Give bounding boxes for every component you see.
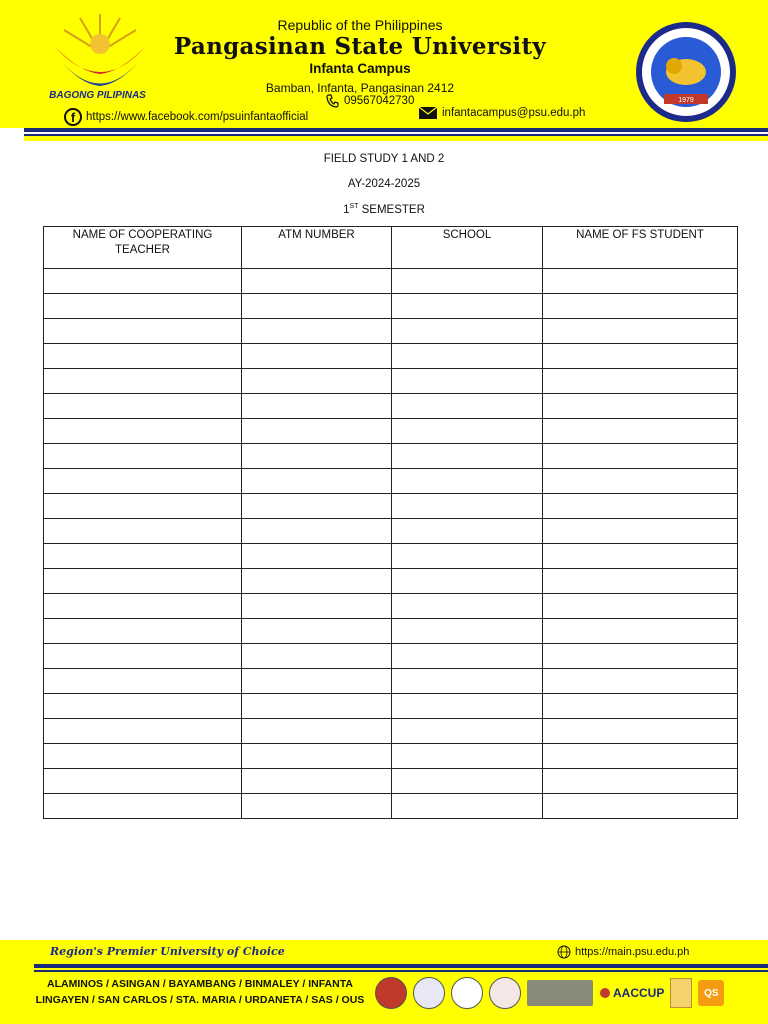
table-row [44,544,738,569]
semester-label: 1ST SEMESTER [343,203,425,216]
column-header: ATM NUMBER [242,227,392,269]
table-cell[interactable] [543,344,738,369]
table-cell[interactable] [543,419,738,444]
table-cell[interactable] [242,669,392,694]
table-row [44,344,738,369]
table-cell[interactable] [44,494,242,519]
table-header-row [44,227,738,269]
table-cell[interactable] [392,619,543,644]
table-body [44,269,738,819]
table-cell[interactable] [44,269,242,294]
ched-seal-logo [413,977,445,1009]
header-rule [24,128,768,132]
psu-seal-logo [626,20,746,125]
facebook-url[interactable]: https://www.facebook.com/psuinfantaofficial [86,111,309,123]
table-cell[interactable] [392,719,543,744]
table-cell[interactable] [543,719,738,744]
footer-tagline: Region's Premier University of Choice [50,945,285,958]
table-cell[interactable] [242,519,392,544]
table-cell[interactable] [242,319,392,344]
column-header: NAME OF COOPERATING TEACHER [44,227,242,269]
aaccup-icon [599,987,611,999]
table-row [44,419,738,444]
table-cell[interactable] [392,269,543,294]
table-cell[interactable] [44,394,242,419]
table-cell[interactable] [44,369,242,394]
table-cell[interactable] [392,544,543,569]
footer-band [0,940,768,1024]
table-cell[interactable] [543,569,738,594]
email-address[interactable]: infantacampus@psu.edu.ph [442,107,586,119]
footer-website[interactable] [557,945,689,959]
table-row [44,644,738,669]
table-row [44,494,738,519]
footer-rule [34,964,768,968]
qs-logo: QS [698,980,724,1006]
table-cell[interactable] [543,594,738,619]
table-cell[interactable] [242,444,392,469]
table-cell[interactable] [44,469,242,494]
table-cell[interactable] [543,519,738,544]
table-cell[interactable] [44,319,242,344]
table-cell[interactable] [44,519,242,544]
table-row [44,394,738,419]
campus-list [30,976,370,1008]
table-cell[interactable] [242,344,392,369]
phone-contact [326,94,414,108]
table-cell[interactable] [543,544,738,569]
document-title: FIELD STUDY 1 AND 2 [323,153,445,165]
table-cell[interactable] [392,419,543,444]
table-cell[interactable] [543,369,738,394]
table-cell[interactable] [242,269,392,294]
table-cell[interactable] [543,319,738,344]
table-cell[interactable] [543,694,738,719]
phone-icon [326,94,340,108]
table-cell[interactable] [543,294,738,319]
campus-address: Bamban, Infanta, Pangasinan 2412 [265,81,455,95]
table-cell[interactable] [392,519,543,544]
investors-in-people-logo [527,980,593,1006]
table-cell[interactable] [242,694,392,719]
table-cell[interactable] [392,694,543,719]
table-cell[interactable] [44,544,242,569]
table-cell[interactable] [392,644,543,669]
table-row [44,744,738,769]
letterhead [0,0,768,128]
bagong-pilipinas-logo [50,12,150,102]
table-cell[interactable] [44,719,242,744]
table-cell[interactable] [44,344,242,369]
republic-line: Republic of the Philippines [277,17,443,33]
facebook-icon: f [64,108,82,126]
footer-rule-thin [34,970,768,972]
table-cell[interactable] [543,794,738,819]
table-row [44,719,738,744]
table-cell[interactable] [242,744,392,769]
table-row [44,569,738,594]
table-cell[interactable] [242,494,392,519]
table-cell[interactable] [543,669,738,694]
header-rule-yellow [24,136,768,141]
table-cell[interactable] [242,394,392,419]
seal-year: 1979 [678,97,694,104]
table-cell[interactable] [44,619,242,644]
globe-icon [557,945,571,959]
campus-list-line: ALAMINOS / ASINGAN / BAYAMBANG / BINMALEY / INFANTA [47,978,353,990]
table-cell[interactable] [543,744,738,769]
table-cell[interactable] [543,769,738,794]
table-cell[interactable] [392,344,543,369]
column-header: SCHOOL [392,227,543,269]
table-row [44,619,738,644]
table-cell[interactable] [44,294,242,319]
table-cell[interactable] [242,619,392,644]
agency-seal-logo [489,977,521,1009]
table-cell[interactable] [44,444,242,469]
table-cell[interactable] [392,444,543,469]
table-cell[interactable] [543,469,738,494]
table-cell[interactable] [242,594,392,619]
table-row [44,319,738,344]
facebook-contact[interactable] [64,108,308,126]
table-cell[interactable] [242,544,392,569]
email-contact[interactable] [418,106,585,120]
aaccup-logo: AACCUP [599,986,664,1000]
website-url[interactable]: https://main.psu.edu.ph [575,946,690,958]
field-study-table [43,226,738,819]
table-cell[interactable] [44,594,242,619]
table-cell[interactable] [543,644,738,669]
table-cell[interactable] [392,569,543,594]
table-cell[interactable] [242,569,392,594]
campus-name: Infanta Campus [309,61,411,76]
table-cell[interactable] [44,744,242,769]
table-cell[interactable] [242,419,392,444]
table-cell[interactable] [392,669,543,694]
table-row [44,694,738,719]
column-header: NAME OF FS STUDENT [543,227,738,269]
table-cell[interactable] [392,294,543,319]
table-row [44,469,738,494]
table-cell[interactable] [392,794,543,819]
letterhead-text [170,16,550,96]
table-cell[interactable] [543,494,738,519]
table-cell[interactable] [242,769,392,794]
table-row [44,269,738,294]
table-row [44,669,738,694]
table-cell[interactable] [242,644,392,669]
campus-list-line: LINGAYEN / SAN CARLOS / STA. MARIA / URDANETA / SAS / OUS [35,994,365,1006]
prime-hrm-logo [670,978,692,1008]
table-cell[interactable] [242,369,392,394]
accreditation-logos [375,976,724,1010]
table-cell[interactable] [44,569,242,594]
table-cell[interactable] [543,444,738,469]
envelope-icon [418,106,438,120]
table-row [44,769,738,794]
table-row [44,369,738,394]
table-row [44,794,738,819]
table-cell[interactable] [543,619,738,644]
table-cell[interactable] [242,469,392,494]
table-row [44,519,738,544]
table-cell[interactable] [44,644,242,669]
table-cell[interactable] [242,294,392,319]
table-cell[interactable] [44,794,242,819]
logo-caption: BAGONG PILIPINAS [49,90,146,101]
table-cell[interactable] [44,419,242,444]
table-cell[interactable] [44,694,242,719]
table-cell[interactable] [392,369,543,394]
university-name: Pangasinan State University [173,33,547,60]
table-cell[interactable] [44,669,242,694]
table-cell[interactable] [392,744,543,769]
table-cell[interactable] [242,719,392,744]
iso-seal-logo [451,977,483,1009]
table-cell[interactable] [543,269,738,294]
table-cell[interactable] [392,319,543,344]
table-cell[interactable] [392,769,543,794]
table-cell[interactable] [242,794,392,819]
table-cell[interactable] [44,769,242,794]
academic-year: AY-2024-2025 [347,178,421,190]
table-row [44,594,738,619]
table-cell[interactable] [392,494,543,519]
asean-logo [375,977,407,1009]
table-cell[interactable] [392,469,543,494]
table-cell[interactable] [392,594,543,619]
phone-number: 09567042730 [344,95,415,107]
table-row [44,294,738,319]
table-row [44,444,738,469]
table-cell[interactable] [392,394,543,419]
table-cell[interactable] [543,394,738,419]
